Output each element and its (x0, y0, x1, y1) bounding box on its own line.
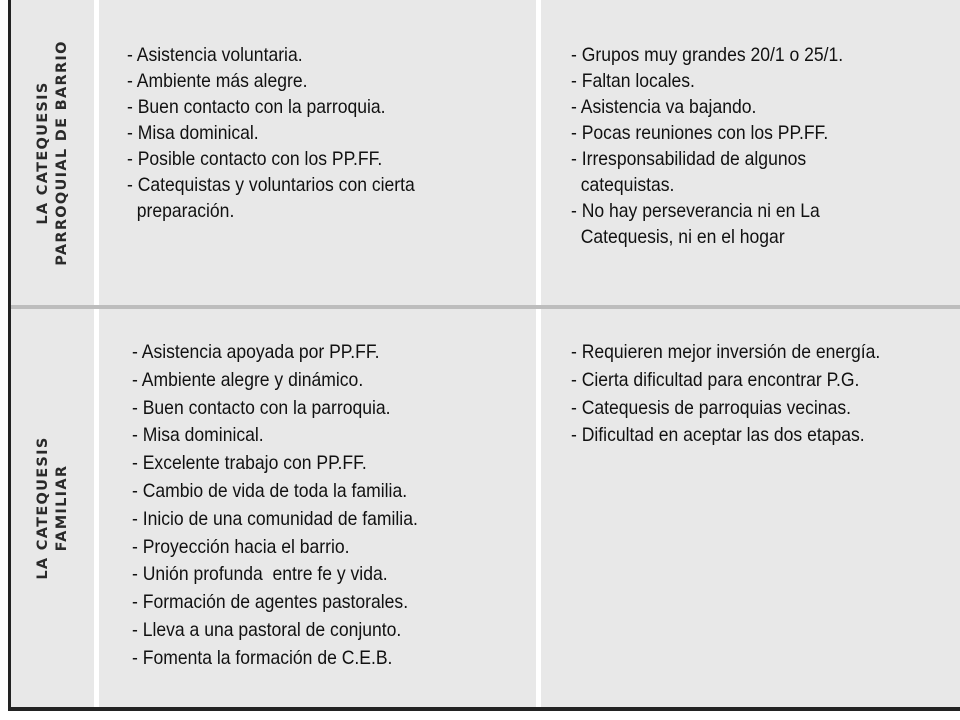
list-item: - Irresponsabilidad de algunos (571, 148, 807, 170)
list-item: - Inicio de una comunidad de familia. (132, 507, 418, 530)
table-row-familiar (11, 309, 960, 707)
list-item: - No hay perseverancia ni en La (571, 200, 820, 222)
list-item: - Requieren mejor inversión de energía. (571, 341, 881, 363)
row-heading-line2: FAMILIAR (53, 464, 70, 552)
list-item: - Pocas reuniones con los PP.FF. (571, 122, 829, 144)
list-item: - Misa dominical. (132, 424, 264, 447)
list-item: - Misa dominical. (127, 122, 259, 144)
list-item: catequistas. (571, 174, 675, 196)
list-item: - Lleva a una pastoral de conjunto. (132, 618, 402, 641)
list-item: - Catequesis de parroquias vecinas. (571, 396, 851, 419)
list-item: - Fomenta la formación de C.E.B. (132, 646, 393, 669)
row-heading-line1: LA CATEQUESIS (34, 80, 51, 225)
row-heading-line1: LA CATEQUESIS (34, 436, 51, 580)
list-item: - Asistencia va bajando. (571, 96, 757, 118)
row-heading-cell (11, 0, 94, 305)
row-heading (34, 40, 72, 266)
row-heading-cell (11, 309, 94, 707)
list-item: - Ambiente más alegre. (127, 70, 308, 92)
list-item: - Proyección hacia el barrio. (132, 535, 350, 558)
list-item: - Cierta dificultad para encontrar P.G. (571, 368, 860, 391)
list-item: - Dificultad en aceptar las dos etapas. (571, 424, 865, 447)
list-item: - Ambiente alegre y dinámico. (132, 368, 364, 391)
difficulties-list (571, 339, 880, 450)
difficulties-list (571, 42, 843, 250)
difficulties-cell (541, 0, 960, 305)
list-item: - Buen contacto con la parroquia. (127, 96, 386, 118)
list-item: - Catequistas y voluntarios con cierta (127, 174, 415, 196)
advantages-cell (99, 309, 536, 707)
advantages-list (132, 339, 418, 673)
list-item: preparación. (127, 200, 235, 222)
list-item: - Formación de agentes pastorales. (132, 591, 409, 614)
list-item: - Posible contacto con los PP.FF. (127, 148, 383, 170)
list-item: - Asistencia apoyada por PP.FF. (132, 341, 380, 363)
comparison-table (8, 0, 960, 711)
row-heading-line2: PARROQUIAL DE BARRIO (53, 39, 70, 266)
list-item: - Asistencia voluntaria. (127, 44, 303, 66)
table-row-parroquial (11, 0, 960, 305)
difficulties-cell (541, 309, 960, 707)
list-item: - Grupos muy grandes 20/1 o 25/1. (571, 44, 844, 66)
advantages-list (127, 42, 415, 224)
list-item: - Faltan locales. (571, 70, 695, 92)
list-item: - Unión profunda entre fe y vida. (132, 563, 388, 586)
row-heading (34, 436, 72, 579)
list-item: - Excelente trabajo con PP.FF. (132, 452, 367, 475)
list-item: - Cambio de vida de toda la familia. (132, 479, 408, 502)
list-item: - Buen contacto con la parroquia. (132, 396, 391, 419)
list-item: Catequesis, ni en el hogar (571, 226, 785, 248)
advantages-cell (99, 0, 536, 305)
